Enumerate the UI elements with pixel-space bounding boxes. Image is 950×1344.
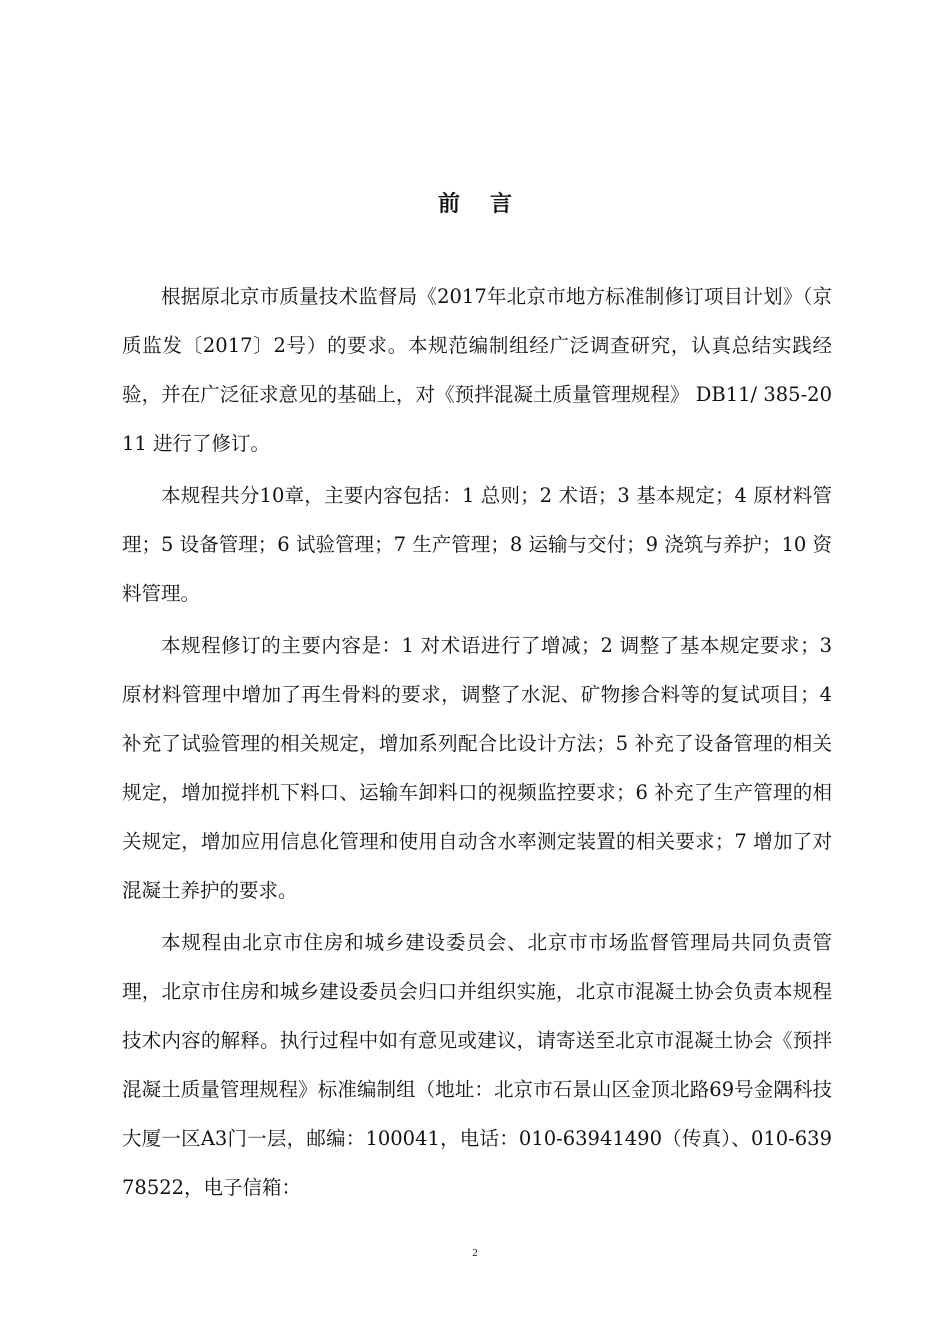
body-text xyxy=(122,272,832,1212)
paragraph-management: 本规程由北京市住房和城乡建设委员会、北京市市场监督管理局共同负责管理，北京市住房和城乡建设委员会归口并组织实施，北京市混凝土协会负责本规程技术内容的解释。执行过程中如有意见或建议，请寄送至北京市混凝土协会《预拌混凝土质量管理规程》标准编制组（地址：北京市石景山区金顶北路69号金隅科技大厦一区A3门一层，邮编：100041，电话：010-63941490（传真）、010-63978522，电子信箱： xyxy=(122,931,832,1199)
paragraph-chapters: 本规程共分10章，主要内容包括：1 总则；2 术语；3 基本规定；4 原材料管理；5 设备管理；6 试验管理；7 生产管理；8 运输与交付；9 浇筑与养护；10 资料管理。 xyxy=(122,484,832,605)
paragraph-revisions: 本规程修订的主要内容是：1 对术语进行了增减；2 调整了基本规定要求；3 原材料管理中增加了再生骨料的要求，调整了水泥、矿物掺合料等的复试项目；4 补充了试验管理的相关规定，增加系列配合比设计方法；5 补充了设备管理的相关规定，增加搅拌机下料口、运输车卸料口的视频监控要求；6 补充了生产管理的相关规定，增加应用信息化管理和使用自动含水率测定装置的相关要求；7 增加了对混凝土养护的要求。 xyxy=(122,634,832,902)
paragraph-basis: 根据原北京市质量技术监督局《2017年北京市地方标准制修订项目计划》（京质监发〔2017〕2号）的要求。本规范编制组经广泛调查研究，认真总结实践经验，并在广泛征求意见的基础上，对《预拌混凝土质量管理规程》 DB11/ 385-2011 进行了修订。 xyxy=(122,285,832,455)
page-title xyxy=(0,187,950,218)
page-number: 2 xyxy=(472,1247,478,1259)
title-char-2: 言 xyxy=(490,190,513,217)
title-char-1: 前 xyxy=(437,190,460,217)
